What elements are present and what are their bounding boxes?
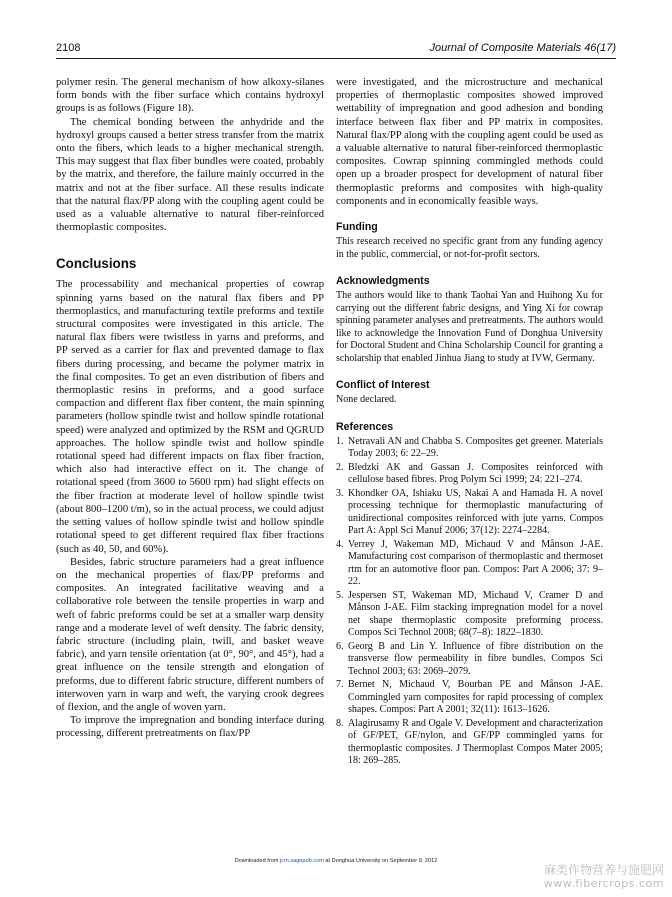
page-number: 2108 [56, 42, 81, 54]
acknowledgments-heading: Acknowledgments [336, 275, 430, 288]
paragraph: polymer resin. The general mechanism of how alkoxy-silanes form bonds with the fiber surface which contains hydroxyl groups is as follows (Figure 18). [56, 77, 324, 115]
reference-item: 2. Bledzki AK and Gassan J. Composites reinforced with cellulose based fibres. Prog Polym Sci 1999; 24: 221–274. [336, 461, 603, 486]
watermark [544, 864, 664, 890]
watermark-url: www.fibercrops.com [543, 877, 664, 890]
conflict-text: None declared. [336, 394, 397, 406]
journal-link[interactable]: jcm.sagepub.com [280, 858, 324, 864]
reference-item: 4. Verrey J, Wakeman MD, Michaud V and Månson J-AE. Manufacturing cost comparison of thermoplastic and thermoset rtm for an automotive floor pan. Compos: Part A 2006; 37: 9–22. [336, 538, 603, 588]
running-header [56, 42, 616, 59]
right-column [336, 76, 603, 769]
reference-item: 6. Georg B and Lin Y. Influence of fibre distribution on the transverse flow permeability in fibre bundles. Compos Sci Technol 2003; 63: 2069–2079. [336, 640, 603, 677]
download-footer: Downloaded from jcm.sagepub.com at Donghua University on September 9, 2012 [234, 858, 438, 864]
reference-item: 8. Alagirusamy R and Ogale V. Development and characterization of GF/PET, GF/nylon, and GF/PP commingled yarns for thermoplastic composites. J Thermoplast Compos Mater 2005; 18: 269–285. [336, 717, 603, 767]
paragraph: The chemical bonding between the anhydride and the hydroxyl groups caused a better stress transfer from the matrix onto the fibers, which leads to a higher mechanical strength. This may suggest that flax fiber bundles were coated, probably by the matrix, and therefore, the failure mainly occurred in the matrix and not at the fiber surface. All these results indicate that the natural flax/PP along with the coupling agent could be used as a valuable alternative to natural fiber-reinforced thermoplastic composites. [56, 116, 324, 234]
journal-title: Journal of Composite Materials 46(17) [429, 42, 616, 54]
funding-text: This research received no specific grant from any funding agency in the public, commercial, or not-for-profit sectors. [336, 236, 603, 260]
conflict-heading: Conflict of Interest [336, 379, 430, 392]
references-heading: References [336, 420, 394, 433]
left-column [56, 76, 324, 741]
reference-item: 1. Netravali AN and Chabba S. Composites get greener. Materials Today 2003; 6: 22–29. [336, 435, 603, 460]
reference-item: 3. Khondker OA, Ishiaku US, Nakai A and Hamada H. A novel processing technique for thermoplastic manufacturing of unidirectional composites reinforced with jute yarns. Compos Part A: Appl Sci Manuf 2006; 37(12): 2274–2284. [336, 487, 603, 537]
funding-heading: Funding [336, 221, 378, 234]
paragraph: Besides, fabric structure parameters had a great influence on the mechanical properties of flax/PP preforms and composites. An integrated facilitative weaving and a collaborative role between the tensile properties in warp and weft of fabric preforms could be set at a smaller warp density range and a moderate level of weft density. The fabric density, fabric structure (including plain, twill, and basket weave fabric), and yarn tensile orientation (at 0°, 90°, and 45°), had a great influence on the tensile strength and elongation of preforms, due to different fabric structure, different numbers of interwoven yarn in warp and weft, the varying crook degrees of flexion, and the angle of woven yarn. [56, 556, 324, 713]
reference-list [336, 436, 603, 768]
reference-item: 5. Jespersen ST, Wakeman MD, Michaud V, Cramer D and Månson J-AE. Film stacking impregnation model for a novel net shape thermoplastic composite preforming process. Compos Sci Technol 2008; 68(7–8): 1822–1830. [336, 589, 603, 639]
reference-item: 7. Bernet N, Michaud V, Bourban PE and Månson J-AE. Commingled yarn composites for rapid processing of complex shapes. Compos: Part A 2001; 32(11): 1613–1626. [336, 679, 603, 716]
paragraph: To improve the impregnation and bonding interface during processing, different pretreatments on flax/PP [56, 715, 324, 740]
paragraph: were investigated, and the microstructure and mechanical properties of thermoplastic composites showed improved wettability of impregnation and good adhesion and bonding interface between flax fiber and PP matrix in composites. Natural flax/PP along with the coupling agent could be used as a valuable alternative to natural fiber-reinforced thermoplastic composites. Cowrap spinning commingled methods could open up a broader prospect for development of natural fiber thermoplastic preforms and composites with high-quality components and in economically feasible ways. [336, 77, 603, 207]
acknowledgments-text: The authors would like to thank Taohai Yan and Huihong Xu for carrying out the different fabric designs, and Ying Xi for cowrap spinning parameter analyses and pretreatments. The authors would like to acknowledge the Innovation Fund of Donghua University for Doctoral Student and China Scholarship Council for granting a scholarship that enabled Jinhua Jiang to study at IVW, Germany. [336, 290, 603, 364]
paragraph: The processability and mechanical properties of cowrap spinning yarns based on the natural flax fibers and PP thermoplastics, and manufacturing textile preforms and textile structural composites were investigated in this article. The natural flax fibers were twistless in yarns and preforms, and PP served as a carrier for flax and prevented damage to flax fibers during processing, and became the polymer matrix in the final composites. To get an even distribution of fibers and thermoplastic resins in preforms, and a good surface compaction and different flax fiber content, the main spinning parameters (hollow spindle twist and hollow spindle rotational speed) were analyzed and optimized by the RSM and QGRUD approaches. The hollow spindle twist and hollow spindle rotational speed had different impacts on flax fiber fraction, which also had interactive effect on it. The change of rotational speed (from 3600 to 5600 rpm) had slight effects on the fiber fraction at moderate level of hollow spindle twist (about 800–1200 t/m), so in the actual process, we could adjust the setting values of hollow spindle twist and hollow spindle rotational speed to get different required flax fiber fractions (such as 40, 50, and 60%). [56, 279, 324, 555]
watermark-line: 麻类作物营养与施肥网 [543, 863, 664, 877]
conclusions-heading: Conclusions [56, 256, 137, 272]
